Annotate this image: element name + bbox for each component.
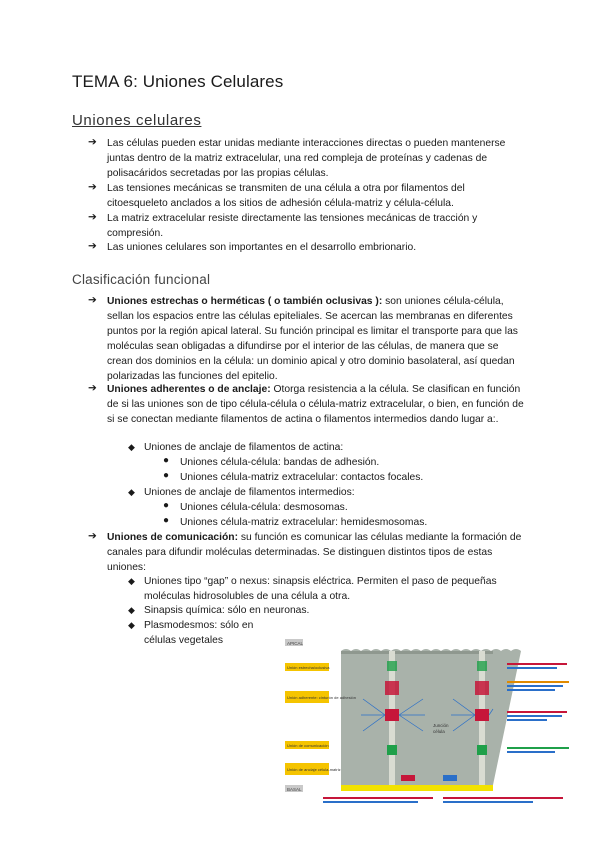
arrow-icon: ➔: [88, 181, 97, 193]
actin-anchor-item: Uniones célula-matriz extracelular: contactos focales.: [180, 472, 424, 483]
actin-anchor-label: Uniones de anclaje de filamentos de actina:: [144, 442, 344, 453]
arrow-icon: ➔: [88, 240, 97, 252]
dot-bullet-icon: ●: [163, 500, 170, 511]
diamond-bullet-icon: ◆: [128, 605, 135, 615]
subsection-title: Clasificación funcional: [72, 272, 211, 287]
left-label: Unión de comunicación: [287, 743, 329, 748]
cell-body: [341, 649, 521, 785]
intermediate-anchor-item: Uniones célula-célula: desmosomas.: [180, 502, 348, 513]
adhesion-belt-mark: [475, 681, 489, 695]
microvilli-border: [341, 651, 493, 654]
desmosome-mark: [475, 709, 489, 721]
comm-item-line: Plasmodesmos: sólo en: [144, 620, 254, 631]
diamond-bullet-icon: ◆: [128, 487, 135, 497]
tight-junction-paragraph: [107, 294, 527, 384]
arrow-icon: ➔: [88, 211, 97, 223]
left-label: Unión de anclaje célula-matriz: [287, 767, 341, 772]
cell-junctions-diagram: [283, 637, 588, 820]
intro-bullet: Las uniones celulares son importantes en el desarrollo embrionario.: [107, 242, 417, 253]
dot-bullet-icon: ●: [163, 455, 170, 466]
tight-junction-mark: [387, 661, 397, 671]
intermediate-anchor-label: Uniones de anclaje de filamentos intermedios:: [144, 487, 355, 498]
tight-junction-mark: [477, 661, 487, 671]
left-label: Unión estrecha/oclusiva: [287, 665, 330, 670]
apical-tag: APICAL: [287, 641, 304, 646]
intro-bullet: Las células pueden estar unidas mediante interacciones directas o pueden mantenerse juntas dentro de la matriz extracelular, una red compleja de proteínas y cadenas de polisacáridos secretadas por las propias células.: [107, 138, 506, 179]
left-label: Unión adherente: cinturón de adhesión: [287, 695, 356, 700]
comm-junction-term: Uniones de comunicación:: [107, 532, 239, 543]
intro-bullet: Las tensiones mecánicas se transmiten de una célula a otra por filamentos del citoesqueleto anclados a los sitios de adhesión célula-matriz y célula-célula.: [107, 183, 465, 209]
dot-bullet-icon: ●: [163, 470, 170, 481]
basal-tag: BASAL: [287, 787, 302, 792]
section-title: Uniones celulares: [72, 112, 202, 129]
tight-junction-term: Uniones estrechas o herméticas ( o también oclusivas ):: [107, 296, 383, 307]
desmosome-mark: [385, 709, 399, 721]
intro-bullet: La matriz extracelular resiste directamente las tensiones mecánicas de tracción y compresión.: [107, 213, 478, 239]
actin-anchor-item: Uniones célula-célula: bandas de adhesión.: [180, 457, 380, 468]
center-label: célula: [433, 729, 445, 734]
arrow-icon: ➔: [88, 136, 97, 148]
arrow-icon: ➔: [88, 530, 97, 542]
diamond-bullet-icon: ◆: [128, 576, 135, 586]
basal-lamina: [341, 785, 493, 791]
adhesion-belt-mark: [385, 681, 399, 695]
anchor-junction-paragraph: [107, 382, 527, 427]
gap-junction-mark: [477, 745, 487, 755]
comm-junction-paragraph: [107, 530, 527, 575]
center-label: Junción: [433, 723, 449, 728]
comm-junction-text: su función es comunicar las células mediante la formación de canales para difundir moléculas determinadas. Se distinguen distintos tipos de estas uniones:: [107, 532, 522, 573]
diamond-bullet-icon: ◆: [128, 620, 135, 630]
comm-item: Sinapsis química: sólo en neuronas.: [144, 605, 310, 616]
anchor-junction-term: Uniones adherentes o de anclaje:: [107, 384, 271, 395]
comm-item: Uniones tipo “gap” o nexus: sinapsis eléctrica. Permiten el paso de pequeñas moléculas hidrosolubles de una célula a otra.: [144, 576, 497, 602]
focal-contact-mark: [443, 775, 457, 781]
intermediate-anchor-item: Uniones célula-matriz extracelular: hemidesmosomas.: [180, 517, 428, 528]
page-title: TEMA 6: Uniones Celulares: [72, 72, 284, 91]
dot-bullet-icon: ●: [163, 515, 170, 526]
diamond-bullet-icon: ◆: [128, 442, 135, 452]
anchor-junction-text: Otorga resistencia a la célula. Se clasifican en función de si las uniones son de tipo célula-célula o célula-matriz extracelular, o bien, en función de si se conectan mediante filamentos de actina o filamentos intermedios dando lugar a:.: [107, 384, 524, 425]
hemidesmosome-mark: [401, 775, 415, 781]
comm-item-plasmodesmata: [144, 618, 284, 648]
comm-item-line: células vegetales: [144, 635, 223, 646]
tight-junction-text: son uniones célula-célula, sellan los espacios entre las células epiteliales. Se acercan las membranas en diferentes puntos por la región apical lateral. Su función principal es limitar el transporte para que las moléculas sean obligadas a difundirse por el interior de las células, de manera que se crean dos dominios en la célula: un dominio apical y otro dominio basolateral, así quedan polarizadas las funciones del epitelio.: [107, 296, 518, 382]
arrow-icon: ➔: [88, 382, 97, 394]
arrow-icon: ➔: [88, 294, 97, 306]
gap-junction-mark: [387, 745, 397, 755]
